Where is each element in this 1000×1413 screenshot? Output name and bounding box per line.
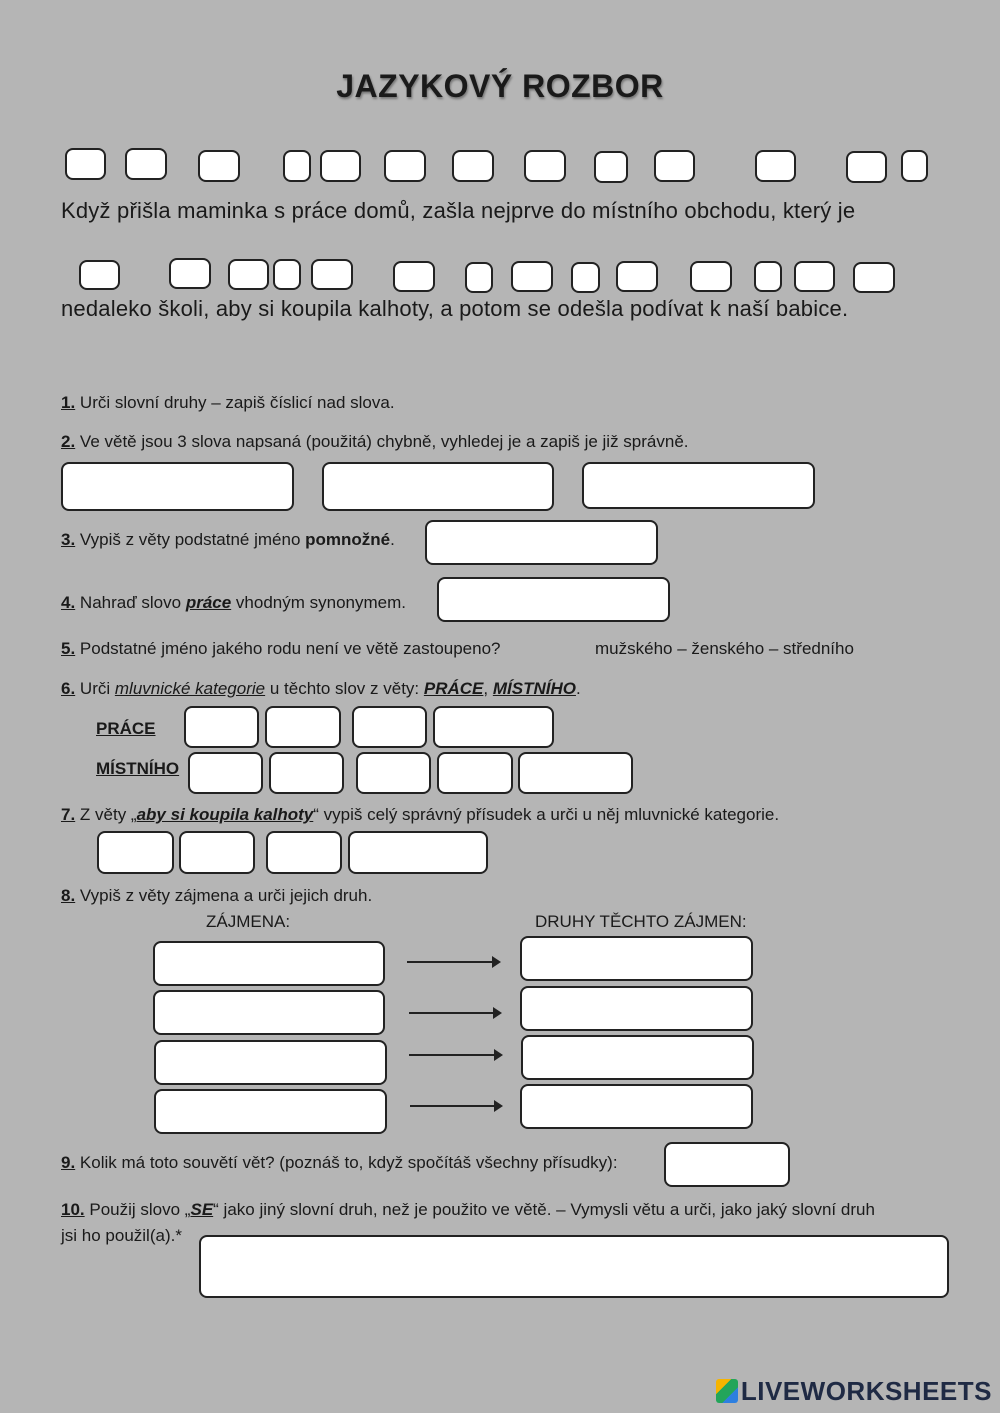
logo-mark-icon — [716, 1379, 738, 1403]
category-box[interactable] — [188, 752, 263, 794]
question-text: Použij slovo „ — [89, 1200, 191, 1219]
category-box[interactable] — [184, 706, 259, 748]
question-number: 7. — [61, 805, 76, 824]
emphasis-word: pomnožné — [305, 530, 391, 549]
arrow-icon — [409, 1012, 500, 1014]
pronoun-input[interactable] — [153, 990, 385, 1035]
pronoun-input[interactable] — [153, 941, 385, 986]
question-number: 6. — [61, 679, 76, 698]
question-text-end: vhodným synonymem. — [231, 593, 406, 612]
word-type-box[interactable] — [654, 150, 695, 182]
question-number: 1. — [61, 393, 76, 412]
word-type-box[interactable] — [125, 148, 167, 180]
correction-input-2[interactable] — [322, 462, 554, 511]
word-type-box[interactable] — [169, 258, 211, 289]
liveworksheets-logo — [716, 1376, 992, 1407]
question-6 — [61, 679, 581, 699]
question-number: 5. — [61, 639, 76, 658]
question-1 — [61, 393, 395, 413]
question-text-end: . — [575, 679, 581, 698]
correction-input-3[interactable] — [582, 462, 815, 509]
pronoun-type-input[interactable] — [521, 1035, 754, 1080]
column-header-pronoun-types: DRUHY TĚCHTO ZÁJMEN: — [535, 912, 747, 931]
clause-count-input[interactable] — [664, 1142, 790, 1187]
sentence-answer-input[interactable] — [199, 1235, 949, 1298]
question-text: Podstatné jméno jakého rodu není ve větě zastoupeno? — [79, 639, 501, 658]
pomnozne-input[interactable] — [425, 520, 658, 565]
separator: , — [483, 679, 493, 698]
predicate-box[interactable] — [179, 831, 255, 874]
synonym-input[interactable] — [437, 577, 670, 622]
word-type-box[interactable] — [690, 261, 732, 292]
word-type-box[interactable] — [320, 150, 361, 182]
word-type-box[interactable] — [755, 150, 796, 182]
emphasis-word-1: PRÁCE — [423, 679, 484, 698]
question-text: Urči slovní druhy – zapiš číslicí nad slova. — [79, 393, 395, 412]
word-type-box[interactable] — [794, 261, 835, 292]
word-type-box[interactable] — [616, 261, 658, 292]
predicate-box[interactable] — [348, 831, 488, 874]
arrow-icon — [410, 1105, 501, 1107]
question-number: 3. — [61, 530, 76, 549]
emphasis-phrase: mluvnické kategorie — [114, 679, 266, 698]
question-text: Vypiš z věty podstatné jméno — [79, 530, 306, 549]
word-type-box[interactable] — [846, 151, 887, 183]
arrow-icon — [409, 1054, 501, 1056]
pronoun-type-input[interactable] — [520, 986, 753, 1031]
word-type-box[interactable] — [79, 260, 120, 290]
word-type-box[interactable] — [754, 261, 782, 292]
question-text: Nahraď slovo — [79, 593, 186, 612]
category-box[interactable] — [437, 752, 513, 794]
category-box[interactable] — [433, 706, 554, 748]
pronoun-input[interactable] — [154, 1089, 387, 1134]
question-8 — [61, 886, 372, 906]
question-5 — [61, 639, 501, 659]
question-2 — [61, 432, 689, 452]
emphasis-phrase: aby si koupila kalhoty — [136, 805, 314, 824]
category-box[interactable] — [265, 706, 341, 748]
question-text: Kolik má toto souvětí vět? (poznáš to, když spočítáš všechny přísudky): — [79, 1153, 618, 1172]
question-text: Ve větě jsou 3 slova napsaná (použitá) chybně, vyhledej je a zapiš je již správně. — [79, 432, 689, 451]
sentence-line-1: Když přišla maminka s práce domů, zašla nejprve do místního obchodu, který je — [61, 198, 856, 223]
row-label-prace: PRÁCE — [96, 719, 156, 738]
question-text: Urči — [79, 679, 115, 698]
emphasis-word: práce — [185, 593, 232, 612]
word-type-box[interactable] — [283, 150, 311, 182]
word-type-box[interactable] — [311, 259, 353, 290]
page-title: JAZYKOVÝ ROZBOR — [336, 68, 664, 104]
word-type-box[interactable] — [853, 262, 895, 293]
word-type-box[interactable] — [384, 150, 426, 182]
gender-options[interactable]: mužského – ženského – středního — [595, 639, 854, 658]
question-number: 4. — [61, 593, 76, 612]
correction-input-1[interactable] — [61, 462, 294, 511]
category-box[interactable] — [518, 752, 633, 794]
question-number: 8. — [61, 886, 76, 905]
word-type-box[interactable] — [901, 150, 928, 182]
word-type-box[interactable] — [571, 262, 600, 293]
emphasis-word-2: MÍSTNÍHO — [492, 679, 576, 698]
word-type-box[interactable] — [594, 151, 628, 183]
category-box[interactable] — [356, 752, 431, 794]
question-3 — [61, 530, 395, 550]
question-7 — [61, 805, 779, 825]
predicate-box[interactable] — [97, 831, 174, 874]
word-type-box[interactable] — [511, 261, 553, 292]
emphasis-word: SE — [190, 1200, 214, 1219]
word-type-box[interactable] — [273, 259, 301, 290]
word-type-box[interactable] — [393, 261, 435, 292]
question-text-end: “ vypiš celý správný přísudek a urči u něj mluvnické kategorie. — [313, 805, 780, 824]
arrow-icon — [407, 961, 499, 963]
category-box[interactable] — [269, 752, 344, 794]
question-9 — [61, 1153, 618, 1173]
question-number: 2. — [61, 432, 76, 451]
sentence-line-2: nedaleko školi, aby si koupila kalhoty, a potom se odešla podívat k naší babice. — [61, 296, 849, 321]
question-10 — [61, 1200, 875, 1220]
pronoun-input[interactable] — [154, 1040, 387, 1085]
column-header-pronouns: ZÁJMENA: — [206, 912, 291, 931]
word-type-box[interactable] — [465, 262, 493, 293]
word-type-box[interactable] — [228, 259, 269, 290]
question-number: 10. — [61, 1200, 85, 1219]
category-box[interactable] — [352, 706, 427, 748]
pronoun-type-input[interactable] — [520, 1084, 753, 1129]
question-text: Vypiš z věty zájmena a urči jejich druh. — [79, 886, 373, 905]
question-text: Z věty „ — [79, 805, 137, 824]
word-type-box[interactable] — [65, 148, 106, 180]
question-10-line-2: jsi ho použil(a).* — [61, 1226, 182, 1245]
word-type-box[interactable] — [524, 150, 566, 182]
word-type-box[interactable] — [198, 150, 240, 182]
logo-text: LIVEWORKSHEETS — [740, 1376, 992, 1406]
row-label-mistniho: MÍSTNÍHO — [96, 759, 180, 778]
question-4 — [61, 593, 406, 613]
question-text-end: . — [390, 530, 395, 549]
question-number: 9. — [61, 1153, 76, 1172]
pronoun-type-input[interactable] — [520, 936, 753, 981]
predicate-box[interactable] — [266, 831, 342, 874]
word-type-box[interactable] — [452, 150, 494, 182]
question-text-end: “ jako jiný slovní druh, než je použito ve větě. – Vymysli větu a urči, jako jaký slovní druh — [213, 1200, 875, 1219]
question-text-mid: u těchto slov z věty: — [265, 679, 424, 698]
